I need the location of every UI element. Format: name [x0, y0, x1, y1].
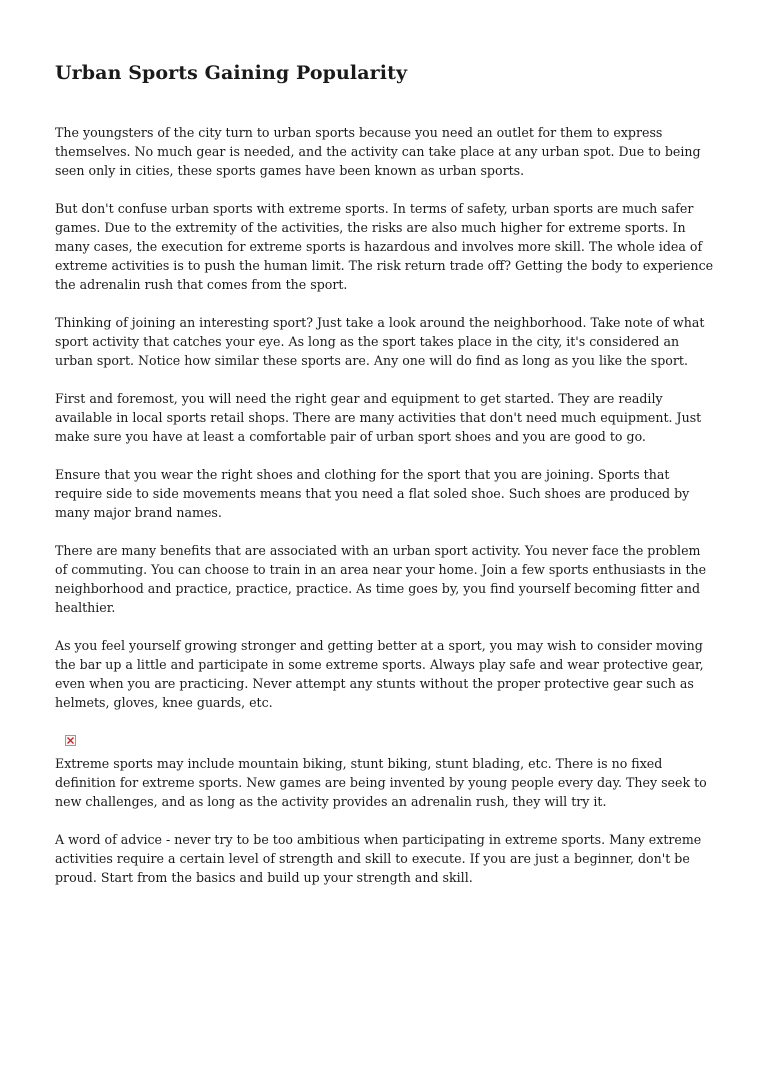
spacer: [55, 811, 715, 830]
paragraph-7: As you feel yourself growing stronger and getting better at a sport, you may wish to consider moving the bar up a little and participate in some extreme sports. Always play safe and wear protective gear, even when you are practicing. Never attempt any stunts without the proper protective gear such as helmets, gloves, knee guards, etc.: [55, 638, 704, 710]
spacer: [55, 617, 715, 636]
paragraph-5: Ensure that you wear the right shoes and clothing for the sport that you are joining. Sports that require side to side movements means that you need a flat soled shoe. Such shoes are produced by many major brand names.: [55, 467, 690, 520]
spacer: [55, 522, 715, 541]
broken-image-x-mark: [67, 737, 74, 744]
paragraph-9: A word of advice - never try to be too ambitious when participating in extreme sports. Many extreme activities require a certain level of strength and skill to execute. If you are just a beginner, don't be proud. Start from the basics and build up your strength and skill.: [55, 832, 702, 885]
broken-image-icon: [65, 735, 76, 746]
image-block: [55, 712, 715, 754]
spacer: [55, 88, 715, 123]
spacer: [55, 180, 715, 199]
paragraph-8: Extreme sports may include mountain biking, stunt biking, stunt blading, etc. There is no fixed definition for extreme sports. New games are being invented by young people every day. They seek to new challenges, and as long as the activity provides an adrenalin rush, they will try it.: [55, 756, 707, 809]
spacer: [55, 294, 715, 313]
paragraph-6: There are many benefits that are associated with an urban sport activity. You never face the problem of commuting. You can choose to train in an area near your home. Join a few sports enthusiasts in the neighborhood and practice, practice, practice. As time goes by, you find yourself becoming fitter and healthier.: [55, 543, 707, 615]
paragraph-1: The youngsters of the city turn to urban sports because you need an outlet for them to express themselves. No much gear is needed, and the activity can take place at any urban spot. Due to being seen only in cities, these sports games have been known as urban sports.: [55, 125, 701, 178]
paragraph-2: But don't confuse urban sports with extreme sports. In terms of safety, urban sports are much safer games. Due to the extremity of the activities, the risks are also much higher for extreme sports. In many cases, the execution for extreme sports is hazardous and involves more skill. The whole idea of extreme activities is to push the human limit. The risk return trade off? Getting the body to experience the adrenalin rush that comes from the sport.: [55, 201, 714, 292]
spacer: [55, 446, 715, 465]
paragraph-4: First and foremost, you will need the right gear and equipment to get started. They are readily available in local sports retail shops. There are many activities that don't need much equipment. Just make sure you have at least a comfortable pair of urban sport shoes and you are good to go.: [55, 391, 702, 444]
document-body: [55, 58, 715, 887]
spacer: [55, 370, 715, 389]
document-title: Urban Sports Gaining Popularity: [55, 62, 408, 84]
paragraph-3: Thinking of joining an interesting sport? Just take a look around the neighborhood. Take note of what sport activity that catches your eye. As long as the sport takes place in the city, it's considered an urban sport. Notice how similar these sports are. Any one will do find as long as you like the sport.: [55, 315, 705, 368]
